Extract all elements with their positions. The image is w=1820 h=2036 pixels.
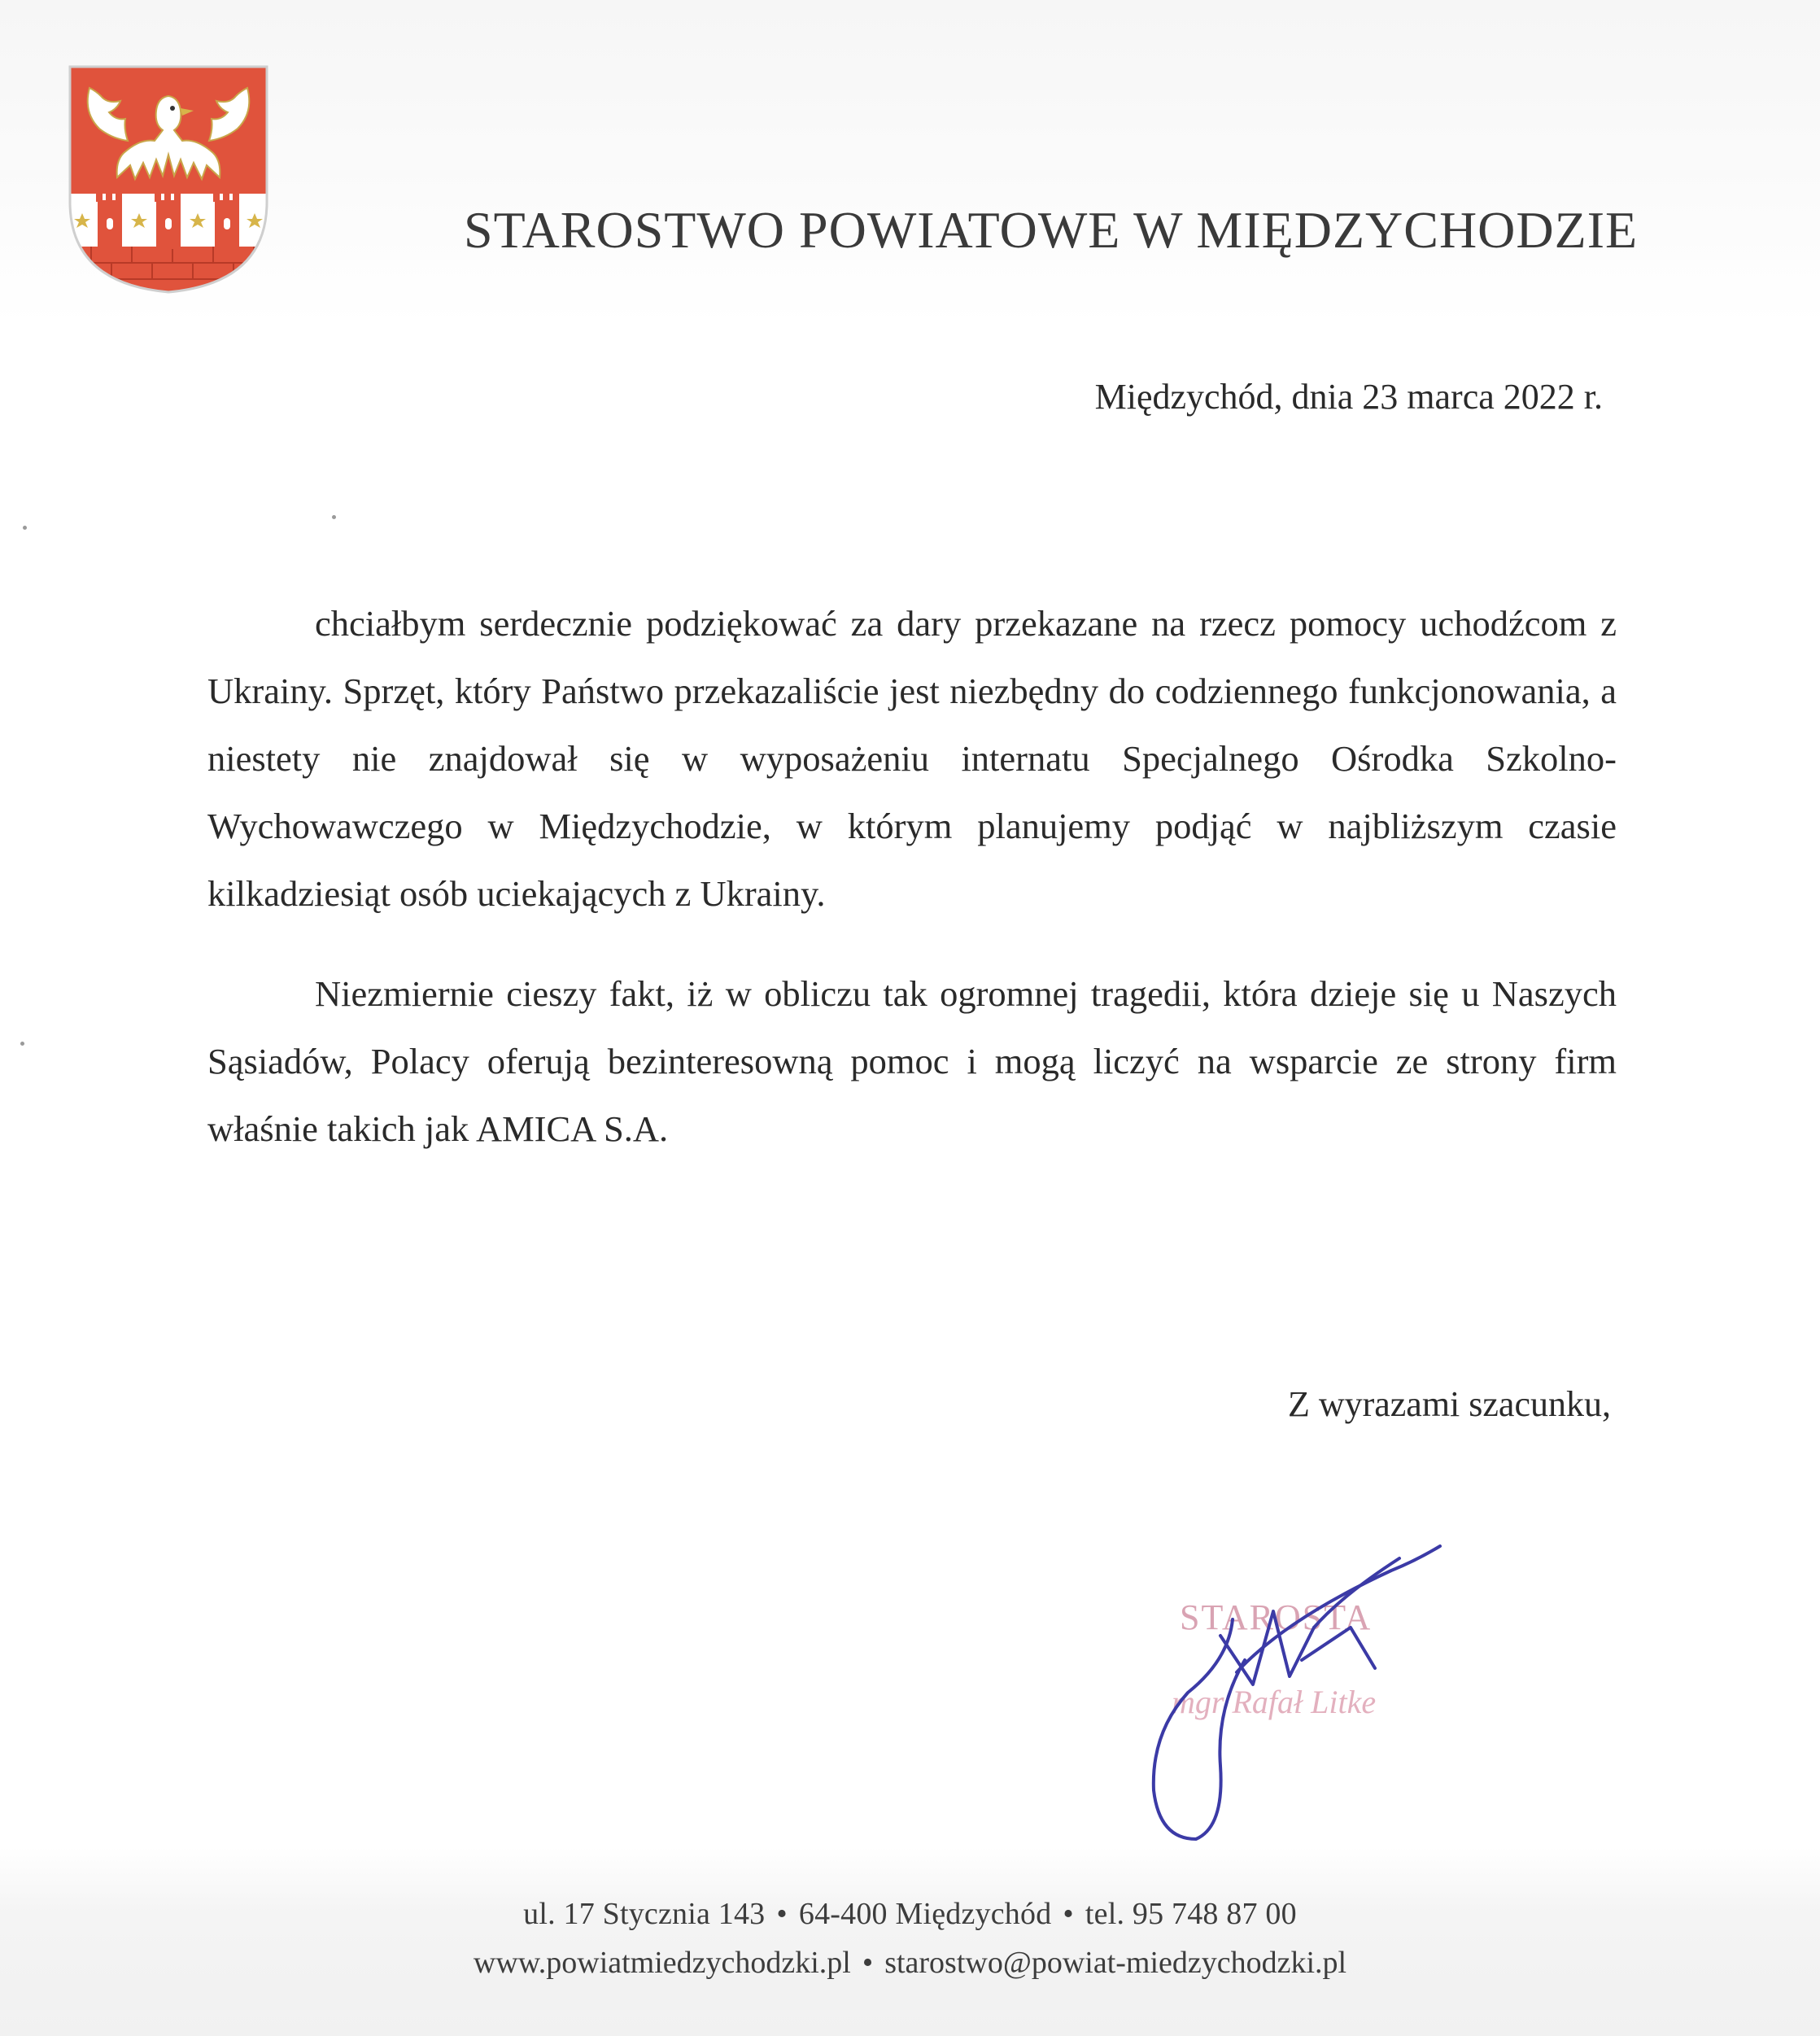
footer-postal: 64-400 Międzychód	[798, 1897, 1052, 1931]
coat-of-arms-icon	[67, 63, 270, 295]
footer-band	[0, 1847, 1820, 2036]
stamp-title: STAROSTA	[1180, 1597, 1373, 1637]
footer-email: starostwo@powiat-miedzychodzki.pl	[884, 1946, 1347, 1980]
footer-address: ul. 17 Stycznia 143	[523, 1897, 766, 1931]
letter-body	[207, 590, 1617, 1195]
stamp-name: mgr Rafał Litke	[1172, 1684, 1377, 1720]
scan-speck	[20, 1042, 24, 1046]
footer-website: www.powiatmiedzychodzki.pl	[473, 1946, 851, 1980]
footer-separator: •	[1063, 1897, 1074, 1931]
footer-contact-line	[0, 1896, 1820, 1932]
letter-date: Międzychód, dnia 23 marca 2022 r.	[1094, 377, 1603, 417]
scan-speck	[332, 515, 336, 519]
body-paragraph: Niezmiernie cieszy fakt, iż w obliczu tak ogromnej tragedii, która dzieje się u Naszych Sąsiadów, Polacy oferują bezinteresowną pomoc i mogą liczyć na wsparcie ze strony firm właśnie takich jak AMICA S.A.	[207, 973, 1617, 1149]
footer-web-line	[0, 1945, 1820, 1981]
body-paragraph: chciałbym serdecznie podziękować za dary przekazane na rzecz pomocy uchodźcom z Ukrainy. Sprzęt, który Państwo przekazaliście jest niezbędny do codziennego funkcjonowania, a niestety nie znajdował się w wyposażeniu internatu Specjalnego Ośrodka Szkolno-Wychowawczego w Międzychodzie, w którym planujemy podjąć w najbliższym czasie kilkadziesiąt osób uciekających z Ukrainy.	[207, 603, 1617, 914]
signature-icon	[1139, 1497, 1464, 1855]
closing-phrase: Z wyrazami szacunku,	[1287, 1384, 1611, 1424]
header-band	[0, 0, 1820, 325]
footer-phone: tel. 95 748 87 00	[1085, 1897, 1297, 1931]
institution-title: STAROSTWO POWIATOWE W MIĘDZYCHODZIE	[464, 201, 1639, 259]
scan-speck	[23, 526, 27, 530]
footer-separator: •	[862, 1946, 874, 1980]
footer-separator: •	[776, 1897, 788, 1931]
